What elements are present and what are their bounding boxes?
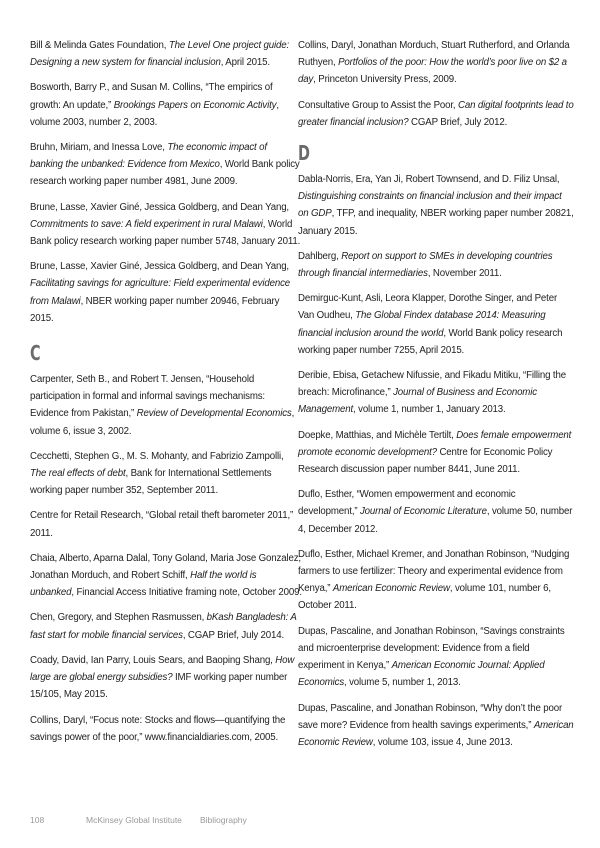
entry-title-italic: American Economic Journal: Applied Economics [298, 660, 545, 689]
entry-text: , volume 6, issue 3, 2002. [30, 408, 295, 437]
right-column [298, 37, 574, 759]
bibliography-entry [30, 448, 302, 500]
entry-text: IMF working paper number 15/105, May 2015. [30, 672, 288, 701]
entry-text: Bosworth, Barry P., and Susan M. Collins, “The empirics of growth: An update,” [30, 82, 273, 111]
bibliography-entry [298, 546, 574, 615]
bibliography-entry [30, 258, 302, 327]
bibliography-entry [298, 623, 574, 692]
section-name: Bibliography [200, 815, 247, 825]
entry-title-italic: Does female empowerment promote economic development? [298, 429, 572, 458]
bibliography-entry [298, 700, 574, 752]
bibliography-entry [298, 97, 574, 131]
entry-title-italic: The Level One project guide: Designing a new system for financial inclusion [30, 40, 290, 69]
bibliography-entry [30, 139, 302, 191]
entry-title-italic: Portfolios of the poor: How the world’s poor live on $2 a day [298, 57, 567, 86]
bibliography-entry [298, 427, 574, 479]
entry-text: , Financial Access Initiative framing note, October 2009. [71, 587, 302, 599]
bibliography-entry [30, 79, 302, 131]
entry-text: Doepke, Matthias, and Michèle Tertilt, [298, 429, 457, 441]
entry-title-italic: The economic impact of banking the unbanked: Evidence from Mexico [30, 142, 267, 171]
entries-d [298, 171, 574, 751]
entry-text: Bruhn, Miriam, and Inessa Love, [30, 142, 168, 154]
entry-title-italic: Brookings Papers on Economic Activity [113, 99, 277, 111]
entry-text: , Bank for International Settlements working paper number 352, September 2011. [30, 468, 272, 497]
bibliography-entry [298, 248, 574, 282]
entry-title-italic: Journal of Economic Literature [359, 506, 487, 518]
entry-text: Dahlberg, [298, 250, 342, 262]
entry-text: Dupas, Pascaline, and Jonathan Robinson, “Savings constraints and microenterprise development: Evidence from a field experiment in Kenya,” [298, 625, 565, 672]
entry-title-italic: Review of Developmental Economics [136, 408, 292, 420]
bibliography-entry [298, 486, 574, 538]
section-letter-c: C [30, 341, 41, 366]
entry-text: Duflo, Esther, Michael Kremer, and Jonathan Robinson, “Nudging farmers to use fertilizer: Theory and experimental evidence from Kenya,” [298, 548, 570, 595]
page-number: 108 [30, 815, 45, 825]
bibliography-entry [298, 171, 574, 240]
entry-text: , November 2011. [427, 268, 502, 280]
entry-text: , World Bank policy research working paper number 5748, January 2011. [30, 218, 301, 248]
bibliography-entry [298, 37, 574, 89]
publisher-name: McKinsey Global Institute [86, 815, 182, 825]
bibliography-entry [30, 199, 302, 251]
page-footer [30, 815, 247, 825]
entry-title-italic: Can digital footprints lead to greater financial inclusion? [298, 99, 574, 128]
entry-text: , TFP, and inequality, NBER working paper number 20821, January 2015. [298, 208, 574, 237]
bibliography-entry [30, 712, 302, 746]
entry-text: Carpenter, Seth B., and Robert T. Jensen, “Household participation in formal and informal savings mechanisms: Evidence from Pakistan,” [30, 374, 265, 420]
entry-text: Brune, Lasse, Xavier Giné, Jessica Goldberg, and Dean Yang, [30, 201, 289, 213]
entry-text: , volume 5, number 1, 2013. [344, 677, 461, 689]
entry-title-italic: The Global Findex database 2014: Measuring financial inclusion around the world [298, 310, 546, 339]
entry-text: , volume 1, number 1, January 2013. [353, 404, 506, 416]
entry-text: , volume 101, number 6, October 2011. [298, 583, 551, 612]
entry-title-italic: Commitments to save: A field experiment in rural Malawi [30, 218, 263, 230]
entry-title-italic: bKash Bangladesh: A fast start for mobile financial services [30, 612, 297, 641]
entry-text: Deribie, Ebisa, Getachew Nifussie, and Fikadu Mitiku, “Filling the breach: Microfinance,” [298, 370, 566, 399]
entries-before-c [30, 37, 302, 327]
entry-title-italic: Report on support to SMEs in developing countries through financial intermediaries [298, 250, 553, 280]
entry-title-italic: Distinguishing constraints on financial inclusion and their impact on GDP [298, 191, 562, 220]
entry-text: , volume 2003, number 2, 2003. [30, 99, 279, 128]
entry-text: Centre for Retail Research, “Global retail theft barometer 2011,” 2011. [30, 510, 294, 539]
entry-title-italic: American Economic Review [298, 719, 574, 748]
entry-text: , volume 50, number 4, December 2012. [298, 506, 573, 535]
entry-title-italic: Journal of Business and Economic Management [298, 387, 537, 416]
section-letter-d: D [298, 141, 310, 166]
entry-text: Dabla-Norris, Era, Yan Ji, Robert Townsend, and D. Filiz Unsal, [298, 174, 560, 186]
entry-text: Chaia, Alberto, Aparna Dalal, Tony Goland, Maria Jose Gonzalez, Jonathan Morduch, and Robert Schiff, [30, 552, 301, 582]
entry-title-italic: Facilitating savings for agriculture: Field experimental evidence from Malawi [30, 278, 291, 307]
entry-title-italic: Half the world is unbanked [30, 570, 257, 599]
bibliography-entry [30, 609, 302, 643]
entry-text: Dupas, Pascaline, and Jonathan Robinson, “Why don’t the poor save more? Evidence from health savings experiments,” [298, 702, 563, 731]
entry-text: Coady, David, Ian Parry, Louis Sears, and Baoping Shang, [30, 654, 276, 666]
entry-text: , World Bank policy research working paper number 7255, April 2015. [298, 327, 563, 356]
entry-text: , volume 103, issue 4, June 2013. [372, 736, 513, 748]
entries-c [30, 371, 302, 746]
bibliography-entry [298, 290, 574, 359]
entry-text: Duflo, Esther, “Women empowerment and economic development,” [298, 489, 516, 518]
entry-text: , Princeton University Press, 2009. [313, 74, 457, 86]
entry-text: , April 2015. [220, 57, 270, 69]
entry-text: Centre for Economic Policy Research discussion paper number 8441, June 2011. [298, 446, 553, 476]
entry-text: Demirguc-Kunt, Asli, Leora Klapper, Dorothe Singer, and Peter Van Oudheu, [298, 293, 558, 322]
entry-text: , CGAP Brief, July 2014. [182, 629, 285, 641]
entry-text: Collins, Daryl, “Focus note: Stocks and flows—quantifying the savings power of the poor,” www.financialdiaries.com, 2005. [30, 714, 286, 743]
entry-title-italic: American Economic Review [332, 583, 450, 595]
bibliography-entry [30, 652, 302, 704]
left-column [30, 37, 302, 754]
entry-text: Collins, Daryl, Jonathan Morduch, Stuart Rutherford, and Orlanda Ruthyen, [298, 40, 570, 69]
bibliography-entry [30, 550, 302, 602]
bibliography-entry [30, 507, 302, 541]
entry-text: , NBER working paper number 20946, February 2015. [30, 295, 280, 324]
entry-text: Consultative Group to Assist the Poor, [298, 99, 458, 111]
entries-c-continued [298, 37, 574, 131]
entry-text: CGAP Brief, July 2012. [408, 116, 508, 128]
entry-title-italic: How large are global energy subsidies? [30, 654, 295, 684]
entry-title-italic: The real effects of debt [30, 468, 126, 480]
bibliography-entry [30, 371, 302, 440]
entry-text: Bill & Melinda Gates Foundation, [30, 40, 169, 51]
entry-text: Brune, Lasse, Xavier Giné, Jessica Goldberg, and Dean Yang, [30, 261, 289, 273]
bibliography-entry [298, 367, 574, 419]
entry-text: Chen, Gregory, and Stephen Rasmussen, [30, 612, 207, 624]
entry-text: , World Bank policy research working paper number 4981, June 2009. [30, 159, 300, 188]
bibliography-entry [30, 37, 302, 71]
entry-text: Cecchetti, Stephen G., M. S. Mohanty, and Fabrizio Zampolli, [30, 450, 284, 462]
